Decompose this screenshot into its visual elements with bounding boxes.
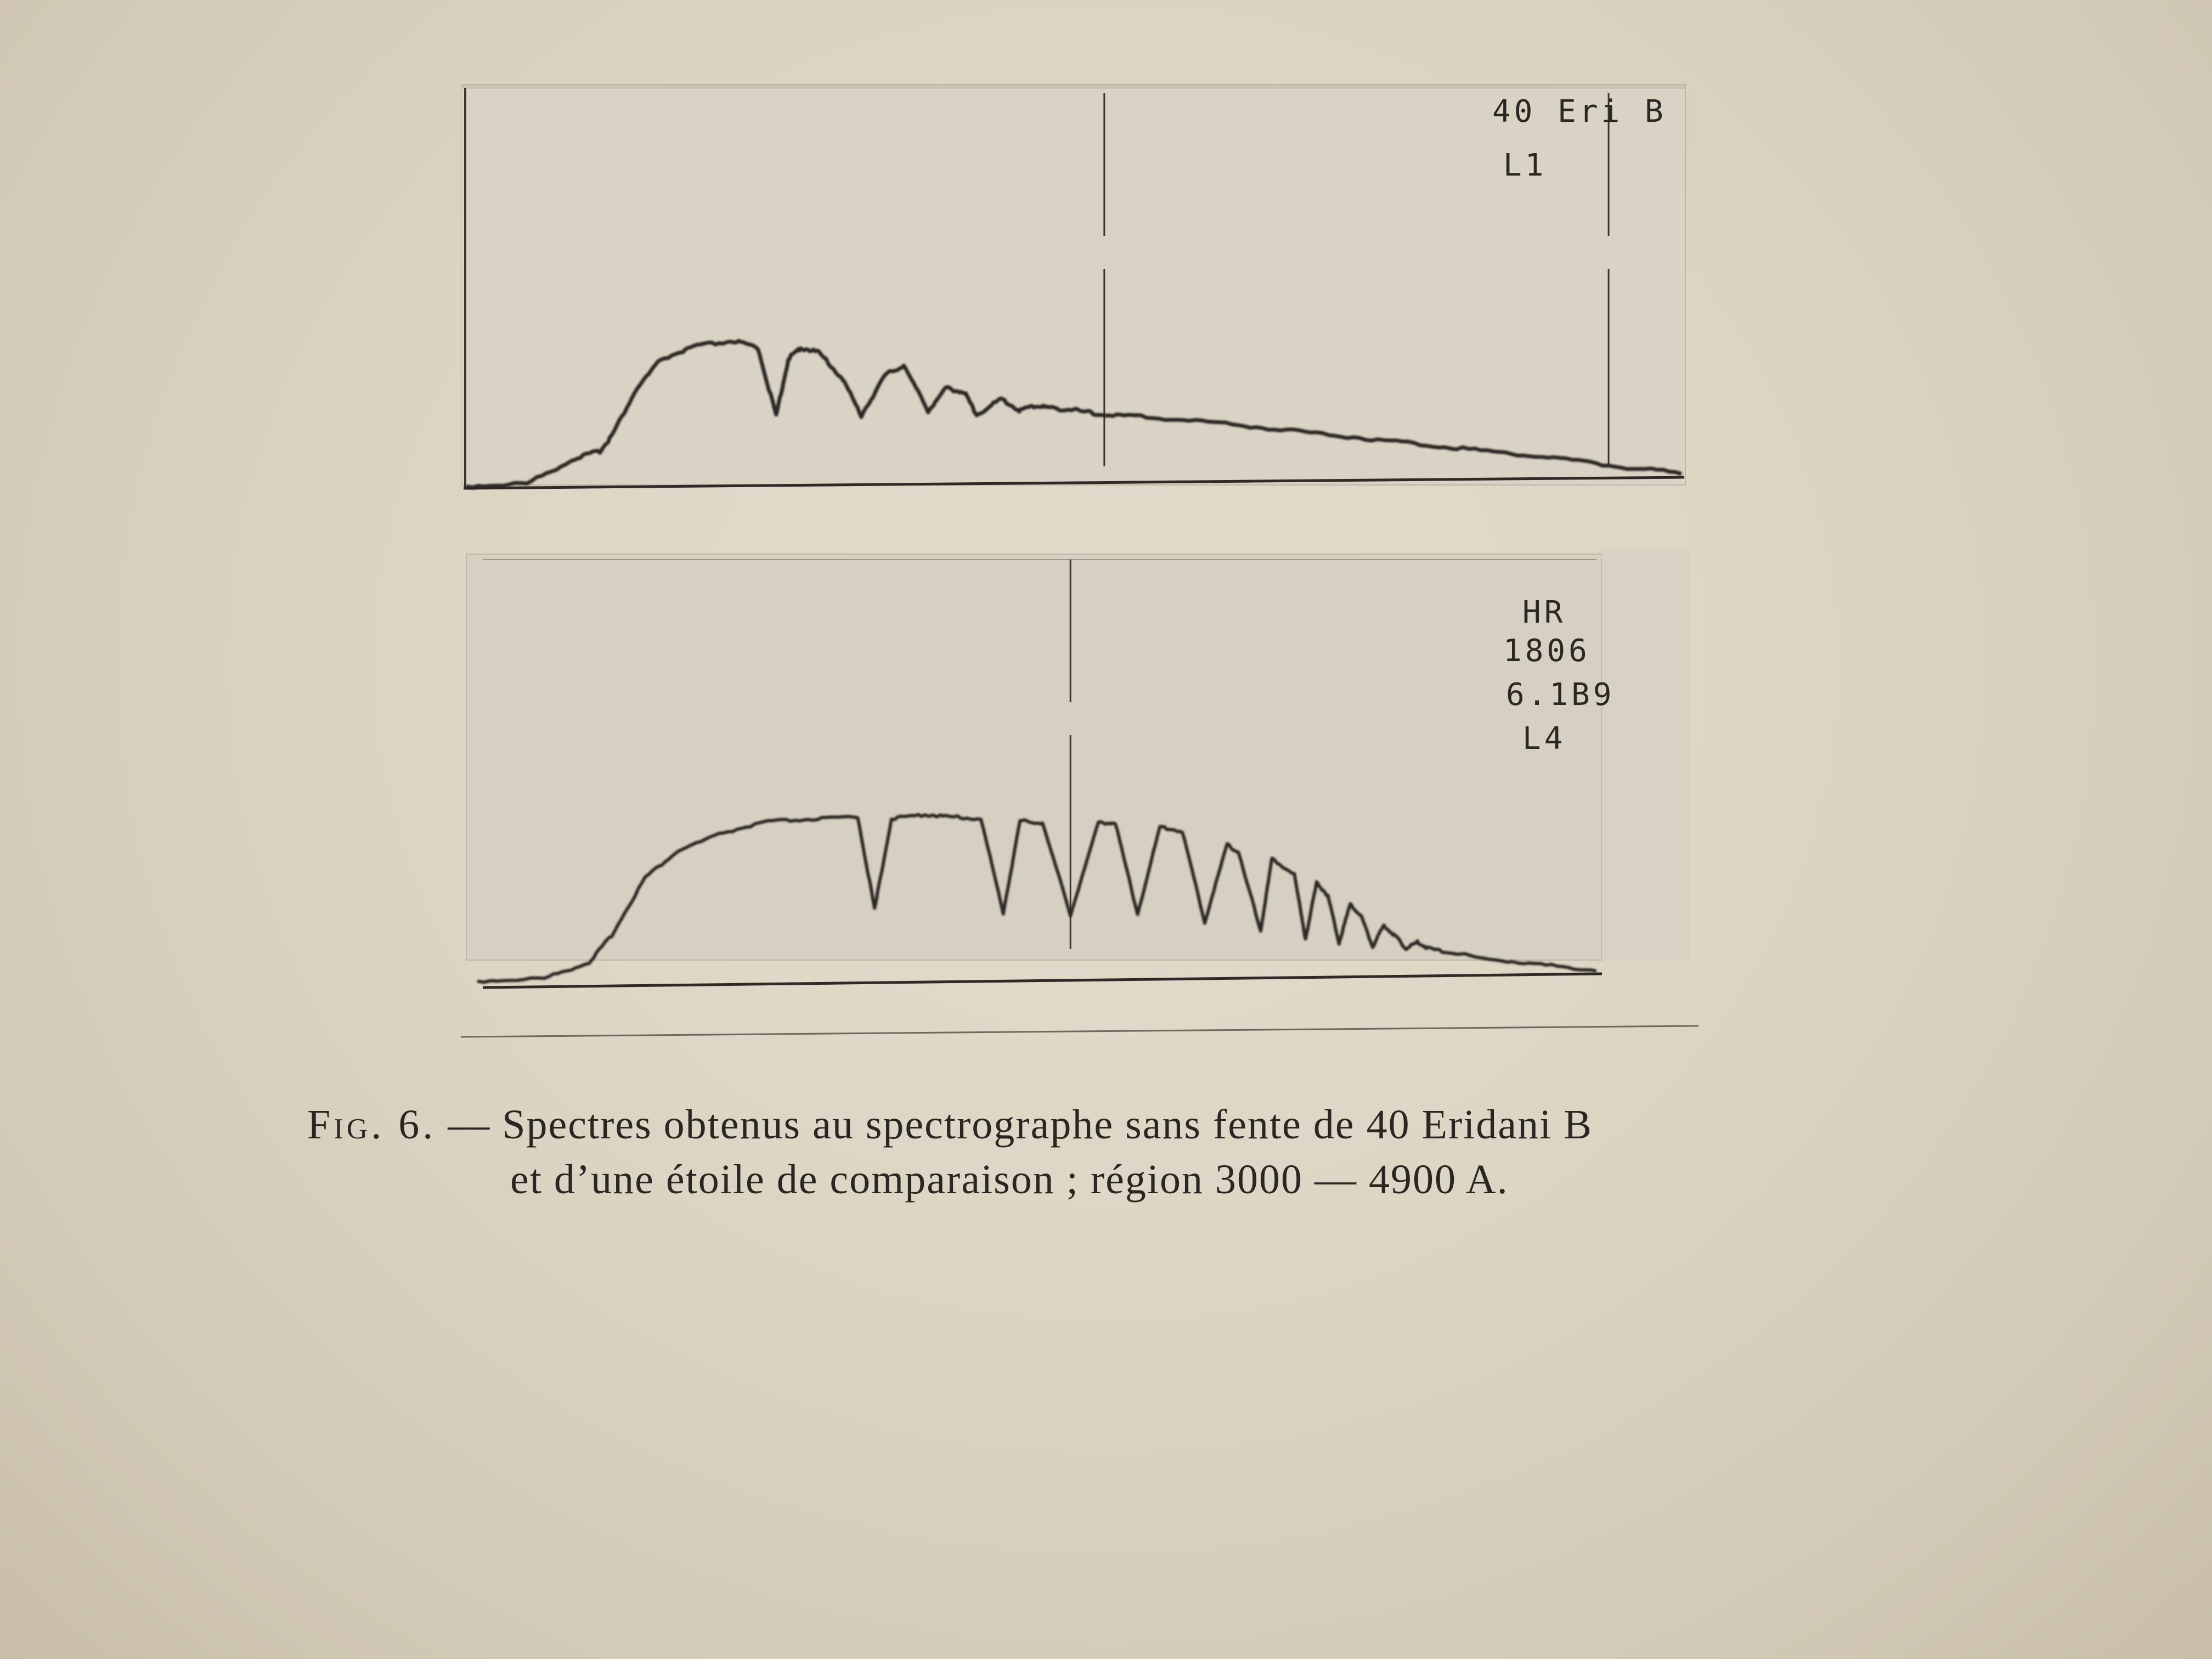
figure-svg [461, 82, 1702, 1042]
figure-plate [461, 82, 1702, 1042]
top-panel-background [461, 84, 1685, 485]
figure-caption [307, 1097, 1871, 1207]
bottom-panel-label-line-2: 1806 [1503, 633, 1590, 669]
caption-line-2: et d’une étoile de comparaison ; région 3000 — 4900 A. [510, 1156, 1509, 1203]
top-panel-edge [461, 84, 1685, 89]
bottom-panel-label-line-4: L4 [1522, 721, 1566, 757]
bottom-spectrum-panel [461, 549, 1699, 1037]
bottom-baseline [483, 974, 1602, 988]
plate-bottom-edge [461, 1026, 1699, 1037]
caption-line-1-text: — Spectres obtenus au spectrographe sans fente de 40 Eridani B [436, 1102, 1593, 1148]
bottom-panel-label-line-3: 6.1B9 [1506, 677, 1615, 713]
caption-line-1 [307, 1097, 1871, 1152]
bottom-panel-background [466, 554, 1602, 960]
bottom-panel-label-line-1: HR [1522, 595, 1566, 630]
bottom-panel-margin [1602, 549, 1690, 960]
top-spectrum-panel [461, 84, 1685, 488]
top-panel-label-line-1: 40 Eri B [1492, 94, 1667, 129]
caption-figure-label: Fig. 6. [307, 1102, 437, 1148]
top-panel-label-line-2: L1 [1503, 148, 1547, 183]
